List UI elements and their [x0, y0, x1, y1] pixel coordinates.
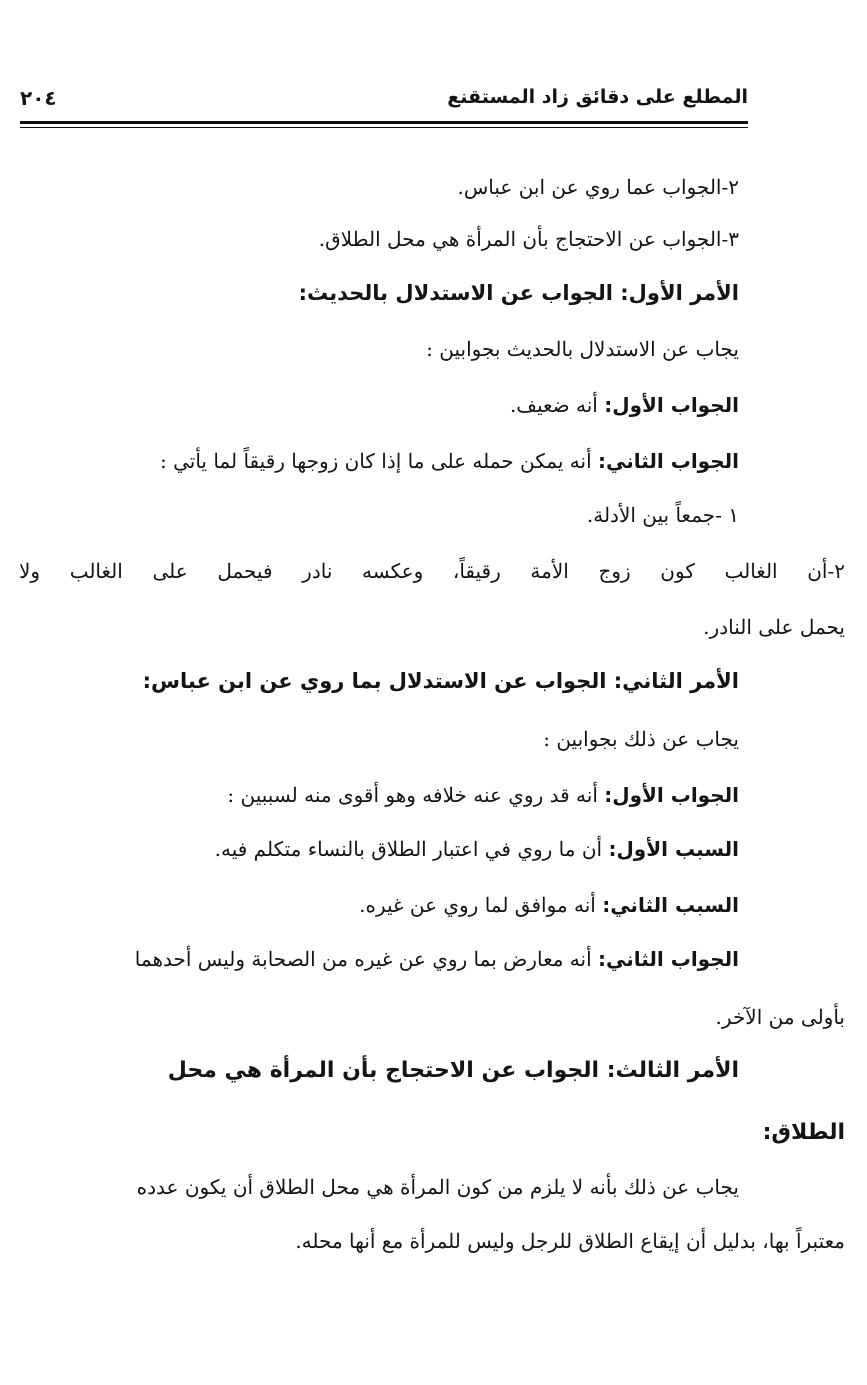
list-item-1	[21, 500, 739, 530]
line-text: ٢-الجواب عما روي عن ابن عباس.	[457, 175, 739, 199]
section-heading-2	[21, 666, 739, 696]
paragraph-line	[21, 334, 739, 364]
heading-text: الطلاق:	[762, 1120, 845, 1145]
paragraph-line	[19, 1226, 845, 1256]
heading-text: الأمر الثالث: الجواب عن الاحتجاج بأن المرأة هي محل	[167, 1058, 739, 1083]
line-text: ٢-أن الغالب كون زوج الأمة رقيقاً، وعكسه نادر فيحمل على الغالب ولا	[19, 559, 845, 583]
answer-line	[21, 446, 739, 476]
reason-line	[21, 890, 739, 920]
reason-label: السبب الأول:	[608, 837, 739, 861]
line-text: أنه موافق لما روي عن غيره.	[359, 893, 603, 917]
section-heading-3-cont	[19, 1118, 845, 1148]
paragraph-line	[21, 1172, 739, 1202]
line-text: يحمل على النادر.	[703, 615, 845, 639]
paragraph-line	[21, 724, 739, 754]
line-text: أنه يمكن حمله على ما إذا كان زوجها رقيقاً لما يأتي :	[159, 449, 598, 473]
line-text: بأولى من الآخر.	[715, 1005, 845, 1029]
line-text: ١ -جمعاً بين الأدلة.	[586, 503, 739, 527]
header-rule-thick	[20, 121, 748, 124]
paragraph-line	[19, 1002, 845, 1032]
line-text: يجاب عن ذلك بجوابين :	[543, 727, 739, 751]
line-text: أنه ضعيف.	[509, 393, 605, 417]
answer-line	[21, 780, 739, 810]
answer-label: الجواب الأول:	[604, 783, 739, 807]
answer-line	[21, 944, 739, 974]
line-text: يجاب عن ذلك بأنه لا يلزم من كون المرأة هي محل الطلاق أن يكون عدده	[136, 1175, 739, 1199]
heading-text: الأمر الأول: الجواب عن الاستدلال بالحديث:	[298, 281, 739, 305]
book-title: المطلع على دقائق زاد المستقنع	[447, 86, 748, 108]
heading-text: الأمر الثاني: الجواب عن الاستدلال بما روي عن ابن عباس:	[142, 669, 739, 693]
reason-line	[21, 834, 739, 864]
section-heading-1	[21, 278, 739, 308]
reason-label: السبب الثاني:	[602, 893, 739, 917]
answer-label: الجواب الأول:	[604, 393, 739, 417]
line-text: ٣-الجواب عن الاحتجاج بأن المرأة هي محل الطلاق.	[318, 227, 739, 251]
page-header	[20, 84, 748, 118]
line-text: أنه معارض بما روي عن غيره من الصحابة وليس أحدهما	[134, 947, 598, 971]
paragraph-line	[19, 612, 845, 642]
line-text: أنه قد روي عنه خلافه وهو أقوى منه لسببين :	[227, 783, 605, 807]
answer-label: الجواب الثاني:	[597, 449, 739, 473]
list-item-2	[19, 556, 845, 586]
line-text: معتبراً بها، بدليل أن إيقاع الطلاق للرجل وليس للمرأة مع أنها محله.	[295, 1229, 845, 1253]
answer-line	[21, 390, 739, 420]
list-item-3	[21, 224, 739, 254]
section-heading-3	[21, 1056, 739, 1086]
header-rule-thin	[20, 127, 748, 128]
list-item-2	[21, 172, 739, 202]
line-text: يجاب عن الاستدلال بالحديث بجوابين :	[426, 337, 739, 361]
page-number: ٢٠٤	[20, 86, 57, 110]
answer-label: الجواب الثاني:	[597, 947, 739, 971]
line-text: أن ما روي في اعتبار الطلاق بالنساء متكلم فيه.	[214, 837, 609, 861]
